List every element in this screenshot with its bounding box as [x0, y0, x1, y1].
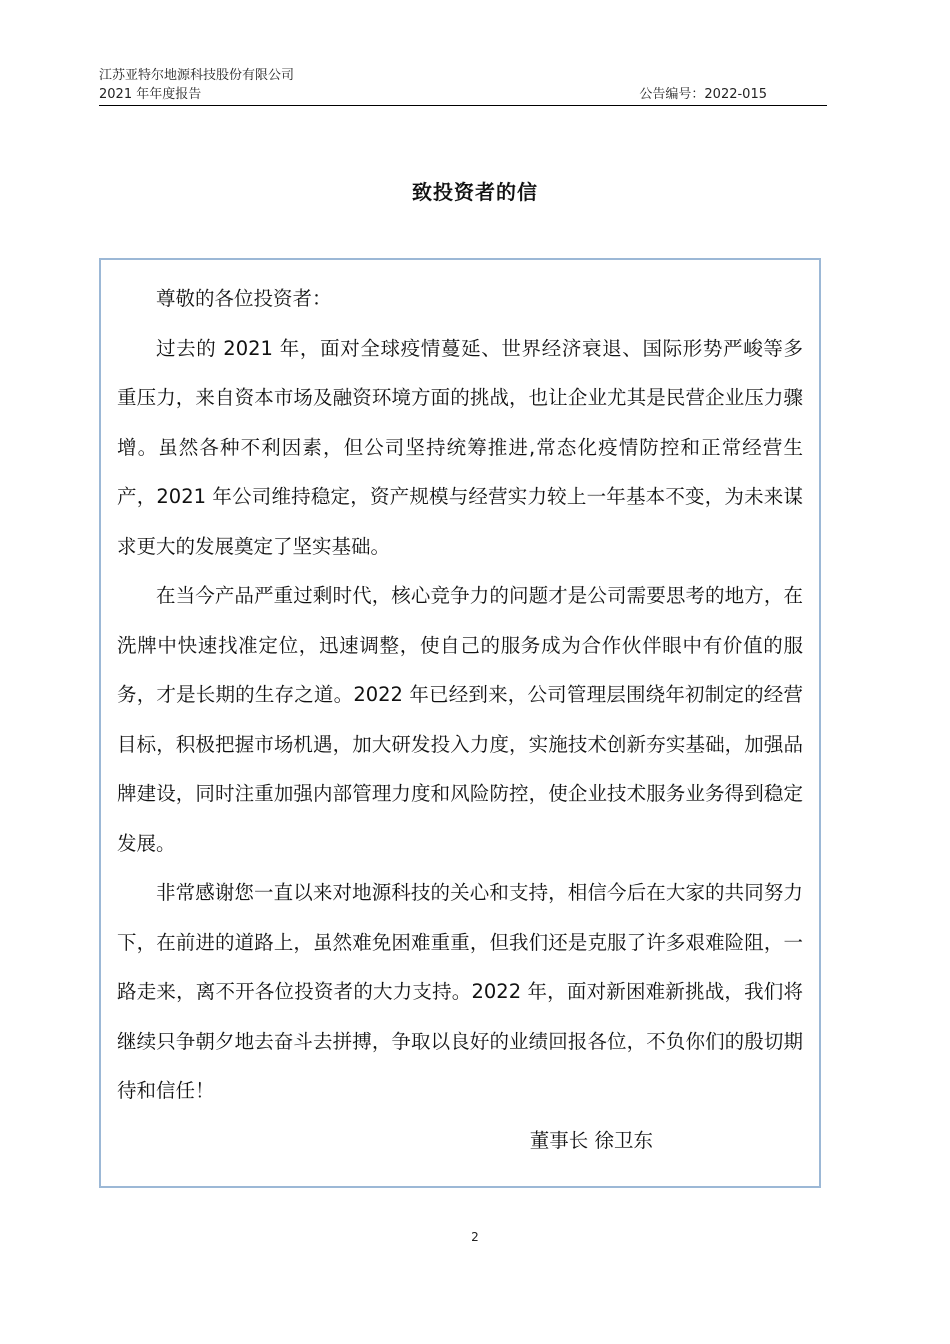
letter-body — [117, 274, 803, 1116]
letter-greeting: 尊敬的各位投资者： — [156, 287, 332, 310]
letter-paragraph-3: 非常感谢您一直以来对地源科技的关心和支持，相信今后在大家的共同努力下，在前进的道路上，虽然难免困难重重，但我们还是克服了许多艰难险阻，一路走来，离不开各位投资者的大力支持。2022 年，面对新困难新挑战，我们将继续只争朝夕地去奋斗去拼搏，争取以良好的业绩回报各位，不负你们的殷切期待和信任！ — [117, 881, 803, 1102]
letter-signature: 董事长 徐卫东 — [529, 1128, 653, 1152]
header-divider — [99, 105, 827, 106]
letter-paragraph-2: 在当今产品严重过剩时代，核心竞争力的问题才是公司需要思考的地方，在洗牌中快速找准定位，迅速调整，使自己的服务成为合作伙伴眼中有价值的服务，才是长期的生存之道。2022 年已经到来，公司管理层围绕年初制定的经营目标，积极把握市场机遇，加大研发投入力度，实施技术创新夯实基础，加强品牌建设，同时注重加强内部管理力度和风险防控，使企业技术服务业务得到稳定发展。 — [117, 584, 803, 855]
header-company: 江苏亚特尔地源科技股份有限公司 — [99, 68, 295, 83]
header-announcement-number: 公告编号：2022-015 — [639, 87, 767, 102]
page-header — [99, 66, 827, 104]
header-report: 2021 年年度报告 — [99, 87, 202, 102]
letter-box — [99, 258, 821, 1188]
page-number: 2 — [471, 1230, 479, 1244]
letter-paragraph-1: 过去的 2021 年，面对全球疫情蔓延、世界经济衰退、国际形势严峻等多重压力，来自资本市场及融资环境方面的挑战，也让企业尤其是民营企业压力骤增。虽然各种不利因素，但公司坚持统筹推进,常态化疫情防控和正常经营生产，2021 年公司维持稳定，资产规模与经营实力较上一年基本不变，为未来谋求更大的发展奠定了坚实基础。 — [117, 336, 803, 558]
header-row — [99, 85, 827, 104]
page-title: 致投资者的信 — [412, 180, 538, 204]
